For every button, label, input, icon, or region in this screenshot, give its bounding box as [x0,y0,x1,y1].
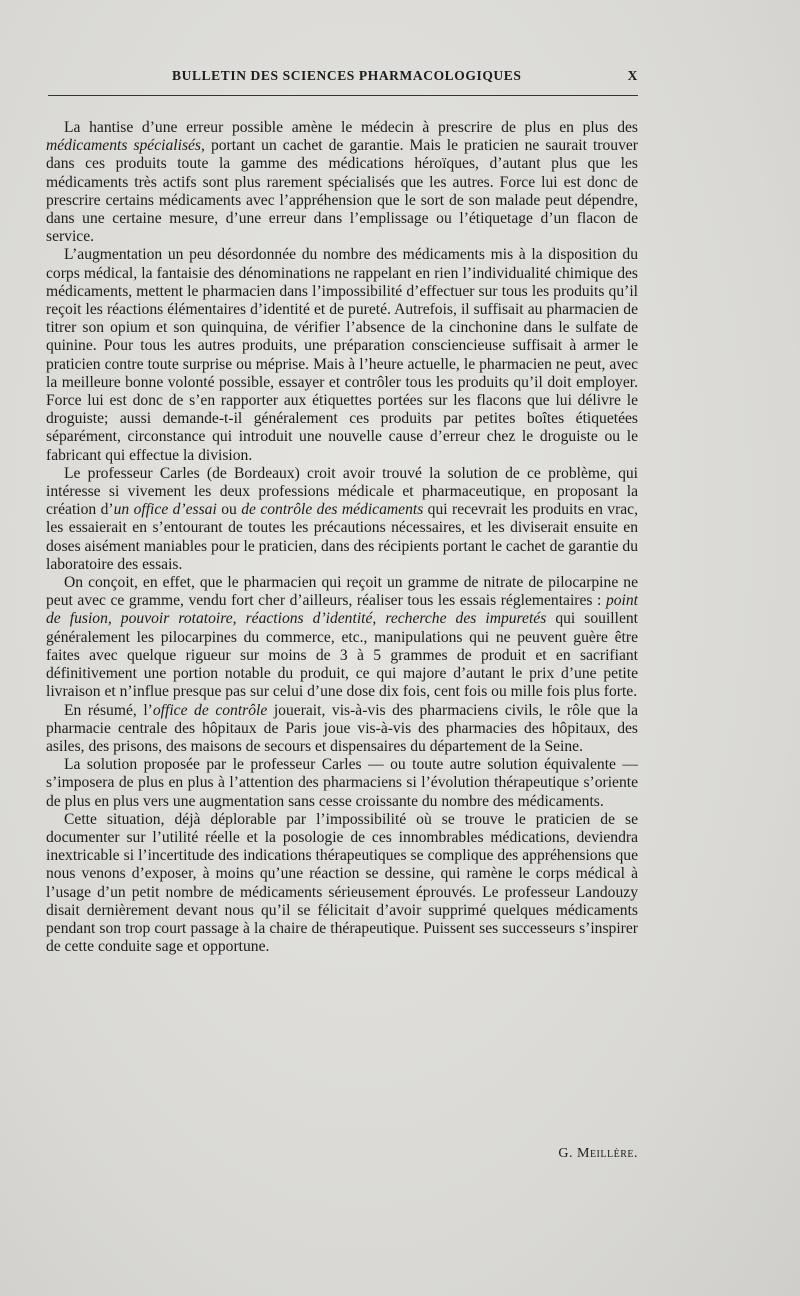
paragraph [46,756,638,811]
italic-run: office de contrôle [152,701,268,719]
paragraph [46,119,638,246]
text-run: On conçoit, en effet, que le pharmacien qui reçoit un gramme de nitrate de pilocarpine ne peut avec ce gramme, vendu fort cher d’ailleurs, réaliser tous les essais réglementaires : [46,574,638,610]
text-run: ou [216,501,242,519]
author-surname: Meillère. [577,1146,638,1161]
header-rule [48,95,638,96]
paragraph [46,246,638,464]
text-run: qui souillent généralement les pilocarpines du commerce, etc., manipulations qui ne peuvent guère être faites avec quelque rigueur sur moins de 3 à 5 grammes de produit et en sacrifiant définitivement une portion notable du produit, ce qui majore d’autant le prix d’une petite livraison et n’influe presque pas sur celui d’une dose dix fois, cent fois ou mille fois plus forte. [46,610,639,701]
running-header [48,68,638,84]
author-signature [470,1146,638,1162]
text-run: La hantise d’une erreur possible amène le médecin à prescrire de plus en plus des [64,119,638,136]
text-run: jouerait, vis-à-vis des pharmaciens civils, le rôle que la pharmacie centrale des hôpitaux de Paris joue vis-à-vis des pharmacies des hôpitaux, des asiles, des prisons, des maisons de secours et dispensaires du département de la Seine. [46,701,638,755]
italic-run: un office d’essai [113,501,217,519]
text-run: L’augmentation un peu désordonnée du nombre des médicaments mis à la disposition du corps médical, la fantaisie des dénominations ne rappelant en rien l’individualité chimique des médicaments, mettent le pharmacien dans l’impossibilité d’effectuer sur tous les produits qu’il reçoit les réactions élémentaires d’identité et de pureté. Autrefois, il suffisait au pharmacien de titrer son opium et son quinquina, de vérifier l’absence de la cinchonine dans le sulfate de quinine. Pour tous les autres produits, une préparation consciencieuse suffisait à armer le praticien contre toute surprise ou méprise. Mais à l’heure actuelle, le pharmacien ne peut, avec la meilleure bonne volonté possible, essayer et contrôler tous les produits qu’il doit employer. Force lui est donc de s’en rapporter aux étiquettes portées sur les flacons que lui délivre le droguiste; aussi demande-t-il généralement ces produits par petites boîtes étiquetées séparément, circonstance qui introduit une nouvelle cause d’erreur chez le droguiste ou le fabricant qui effectue la division. [46,246,638,464]
author-initial: G. [558,1146,573,1161]
text-run: , portant un cachet de garantie. Mais le praticien ne saurait trouver dans ces produits toute la gamme des médications héroïques, d’autant plus que les médicaments très actifs sont plus rarement spécialisés que les autres. Force lui est donc de prescrire certains médicaments avec l’appréhension que le sort de son malade peut dépendre, dans une certaine mesure, d’une erreur dans l’emplissage ou l’étiquetage d’un flacon de service. [46,137,638,246]
text-run: En résumé, l’ [64,701,153,719]
journal-title: BULLETIN DES SCIENCES PHARMACOLOGIQUES [172,68,522,83]
text-run: Cette situation, déjà déplorable par l’impossibilité où se trouve le praticien de se documenter sur l’utilité réelle et la posologie de ces innombrables médications, deviendra inextricable si l’incertitude des indications thérapeutiques se complique des appréhensions que nous venons d’exposer, à moins qu’une réaction se dessine, qui ramène le corps médical à l’usage d’un petit nombre de médicaments sérieusement éprouvés. Le professeur Landouzy disait dernièrement devant nous qu’il se félicitait d’avoir supprimé quelques médicaments pendant son trop court passage à la chaire de thérapeutique. Puissent ses successeurs s’inspirer de cette conduite sage et opportune. [46,810,638,956]
text-run: Le professeur Carles (de Bordeaux) croit avoir trouvé la solution de ce problème, qui intéresse si vivement les deux professions médicale et pharmaceutique, en proposant la création d’ [46,464,638,519]
paragraph [46,574,638,701]
italic-run: médicaments spécialisés [46,137,202,155]
paragraph [46,465,638,574]
paragraph [46,702,638,757]
text-run: qui recevrait les produits en vrac, les essaierait en s’entourant de toutes les précautions nécessaires, et les diviserait ensuite en doses aisément maniables pour le praticien, dans des récipients portant le cachet de garantie du laboratoire des essais. [46,501,639,573]
page-number: X [627,68,638,83]
italic-run: point de fusion, pouvoir rotatoire, réactions d’identité, recherche des impuretés [46,592,638,628]
italic-run: de contrôle des médicaments [241,501,424,519]
paragraph [46,811,638,957]
text-run: La solution proposée par le professeur Carles — ou toute autre solution équivalente — s’imposera de plus en plus à l’attention des pharmaciens si l’évolution thérapeutique s’oriente de plus en plus vers une augmentation sans cesse croissante du nombre des médicaments. [46,756,638,810]
article-body [46,119,638,956]
